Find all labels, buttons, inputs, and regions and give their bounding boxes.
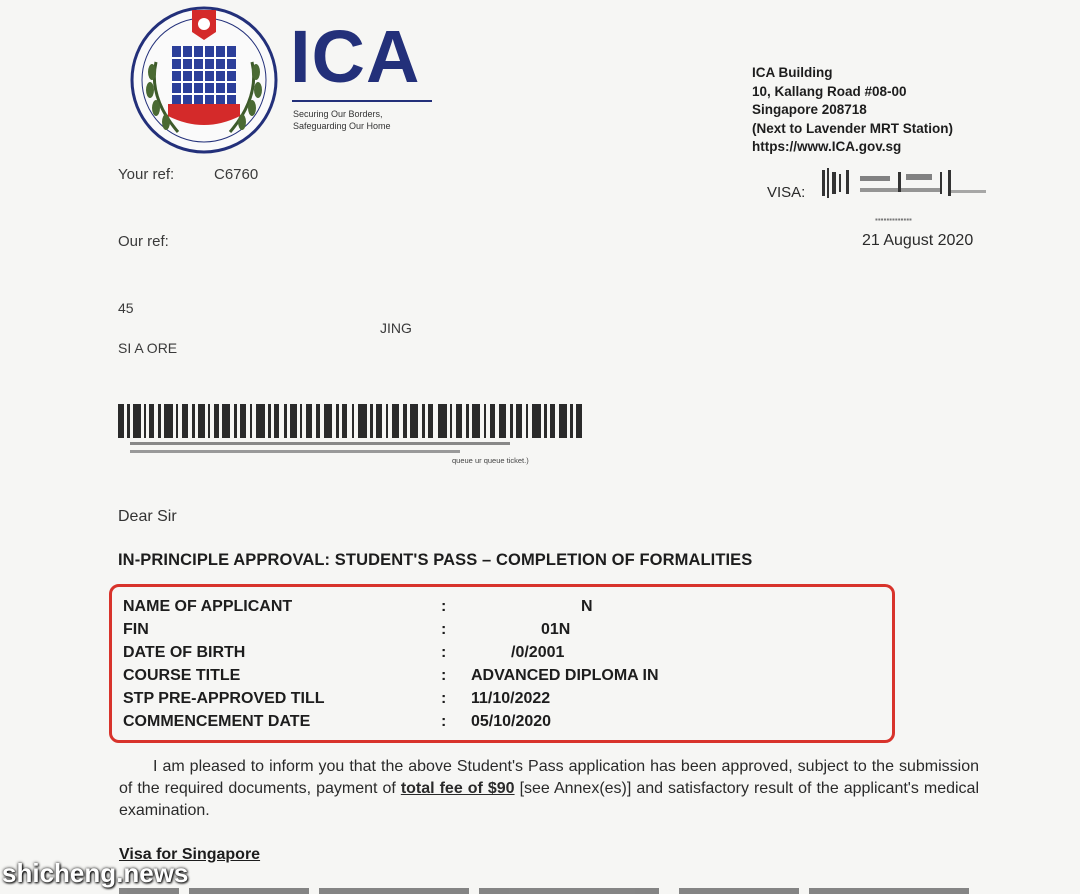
agency-name: ICA [290,15,421,98]
agency-divider [292,100,432,102]
total-fee: total fee of $90 [400,780,515,797]
barcode-caption [130,440,600,470]
detail-value: /0/2001 [511,643,565,661]
detail-colon: : [441,712,447,730]
letter-date: 21 August 2020 [862,232,974,249]
visa-redaction-mark [820,164,990,204]
applicant-details [123,595,659,733]
address-line: Singapore 208718 [752,102,867,117]
detail-label: STP PRE-APPROVED TILL [123,689,325,707]
detail-label: NAME OF APPLICANT [123,597,293,615]
addressee-line: SI A ORE [118,340,178,356]
detail-row [123,595,659,618]
detail-value: N [581,597,593,615]
detail-colon: : [441,620,447,638]
ica-seal-logo [128,2,280,154]
detail-value: 01N [541,620,571,638]
agency-tagline [293,108,453,132]
section-heading: Visa for Singapore [119,846,261,863]
website-link[interactable]: https://www.ICA.gov.sg [752,139,902,154]
addressee-line: 45 [118,300,134,316]
tagline-line-1: Securing Our Borders, [293,109,383,119]
subject-line: IN-PRINCIPLE APPROVAL: STUDENT'S PASS – COMPLETION OF FORMALITIES [118,551,753,569]
detail-row [123,687,659,710]
address-line: ICA Building [752,65,833,80]
detail-value: 11/10/2022 [471,689,551,707]
detail-label: DATE OF BIRTH [123,643,246,661]
detail-row [123,641,659,664]
barcode-caption-text: queue ur queue ticket.) [452,456,529,465]
tagline-line-2: Safeguarding Our Home [293,121,391,131]
detail-label: COMMENCEMENT DATE [123,712,311,730]
detail-row [123,618,659,641]
your-ref-label: Your ref: [118,166,175,183]
detail-colon: : [441,666,447,684]
detail-label: FIN [123,620,149,638]
approval-paragraph [119,756,979,822]
detail-row [123,664,659,687]
address-line: (Next to Lavender MRT Station) [752,120,954,136]
detail-value: ADVANCED DIPLOMA IN [471,666,659,684]
paragraph-text-end: [see Annex(es)] and satisfactory result of the applicant's medical examination. [119,780,979,819]
detail-colon: : [441,689,447,707]
detail-colon: : [441,597,447,615]
address-line: 10, Kallang Road #08-00 [752,83,907,99]
detail-row [123,710,659,733]
detail-label: COURSE TITLE [123,666,241,684]
detail-colon: : [441,643,447,661]
watermark: shicheng.news [2,858,189,888]
visa-number-redacted: ▪▪▪▪▪▪▪▪▪▪▪▪▪ [875,215,912,224]
agency-address [752,64,953,157]
redacted-barcode [118,402,588,440]
our-ref-label: Our ref: [118,233,169,250]
visa-label: VISA: [767,184,806,201]
salutation: Dear Sir [118,508,177,525]
addressee-line: JING [380,320,412,336]
detail-value: 05/10/2020 [471,712,552,730]
paragraph-text: I am pleased to inform you that the above Student's Pass application has been approved, subject to the submission of the required documents, payment of [119,758,979,797]
addressee-block [118,298,412,358]
cut-off-text-line [119,884,979,894]
your-ref-value: C6760 [214,166,259,183]
